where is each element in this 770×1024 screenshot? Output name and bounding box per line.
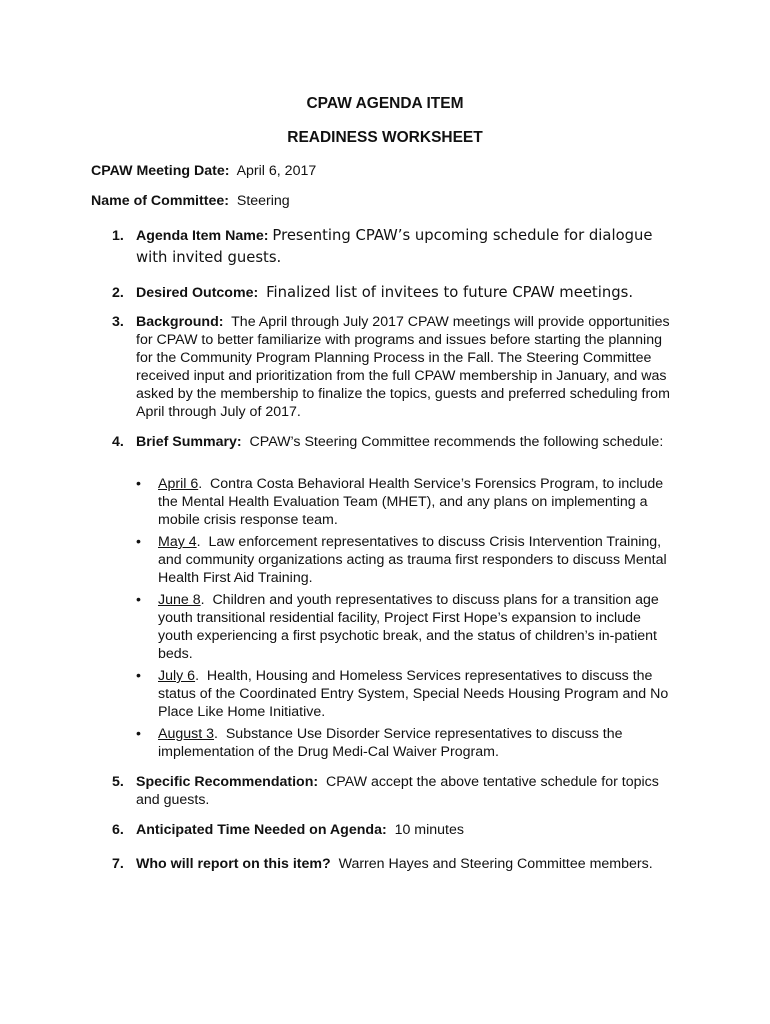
item-label: Agenda Item Name: <box>136 228 269 244</box>
document-title: CPAW AGENDA ITEM <box>306 95 464 112</box>
item-background <box>0 313 676 421</box>
schedule-list <box>0 475 700 761</box>
schedule-item: • June 8. Children and youth representatives to discuss plans for a transition age youth transitional residential facility, Project First Hope’s expansion to include youth experiencing a first psychotic break, and the status of children’s in-patient beds. <box>136 592 659 662</box>
item-label: Anticipated Time Needed on Agenda: <box>136 822 387 838</box>
item-label: Who will report on this item? <box>136 856 331 872</box>
item-number: 7. <box>112 856 124 872</box>
item-number: 6. <box>112 822 124 838</box>
schedule-date: August 3 <box>158 726 215 742</box>
item-number: 1. <box>112 228 124 244</box>
item-number: 5. <box>112 774 124 790</box>
schedule-text: Health, Housing and Homeless Services representatives to discuss the status of the Coordinated Entry System, Special Needs Housing Program and No Place Like Home Initiative. <box>158 668 669 720</box>
bullet-icon: • <box>136 668 141 684</box>
item-text: 10 minutes <box>394 822 464 838</box>
schedule-text: Children and youth representatives to discuss plans for a transition age youth transitional residential facility, Project First Hope’s expansion to include youth experiencing a first psychotic break, and the status of children’s in-patient beds. <box>158 592 659 662</box>
item-label: Specific Recommendation: <box>136 774 319 790</box>
meeting-date-value: April 6, 2017 <box>236 163 317 179</box>
committee-label: Name of Committee: <box>91 193 229 209</box>
item-text: CPAW’s Steering Committee recommends the following schedule: <box>249 434 664 450</box>
agenda-items <box>0 225 770 885</box>
bullet-icon: • <box>136 476 141 492</box>
schedule-item: • August 3. Substance Use Disorder Service representatives to discuss the implementation of the Drug Medi-Cal Waiver Program. <box>136 726 623 760</box>
item-specific-recommendation <box>0 773 676 809</box>
committee-value: Steering <box>236 193 290 209</box>
schedule-text: Contra Costa Behavioral Health Service’s Forensics Program, to include the Mental Health Evaluation Team (MHET), and any plans on implementing a mobile crisis response team. <box>158 476 664 528</box>
schedule-date: July 6 <box>158 668 196 684</box>
schedule-item: • April 6. Contra Costa Behavioral Health Service’s Forensics Program, to include the Mental Health Evaluation Team (MHET), and any plans on implementing a mobile crisis response team. <box>136 476 664 528</box>
item-desired-outcome <box>0 282 676 304</box>
schedule-item: • July 6. Health, Housing and Homeless Services representatives to discuss the status of the Coordinated Entry System, Special Needs Housing Program and No Place Like Home Initiative. <box>136 668 669 720</box>
item-number: 2. <box>112 285 124 301</box>
meeting-date-label: CPAW Meeting Date: <box>91 163 230 179</box>
item-text: Presenting CPAW’s upcoming schedule for dialogue with invited guests. <box>136 227 653 266</box>
item-label: Desired Outcome: <box>136 285 259 301</box>
document-subtitle: READINESS WORKSHEET <box>287 129 483 146</box>
item-label: Background: <box>136 314 224 330</box>
schedule-text: Substance Use Disorder Service representatives to discuss the implementation of the Drug Medi-Cal Waiver Program. <box>158 726 623 760</box>
item-text: Finalized list of invitees to future CPAW meetings. <box>266 284 634 301</box>
bullet-icon: • <box>136 592 141 608</box>
item-number: 3. <box>112 314 124 330</box>
schedule-date: June 8 <box>158 592 201 608</box>
item-agenda-name <box>0 225 676 269</box>
item-time-needed <box>0 821 676 839</box>
item-text: Warren Hayes and Steering Committee members. <box>338 856 653 872</box>
item-text: CPAW accept the above tentative schedule for topics and guests. <box>136 774 659 808</box>
schedule-item: • May 4. Law enforcement representatives to discuss Crisis Intervention Training, and community organizations acting as trauma first responders to discuss Mental Health First Aid Training. <box>136 534 667 586</box>
committee-row <box>91 192 290 210</box>
meeting-date-row <box>91 162 316 180</box>
schedule-date: April 6 <box>158 476 199 492</box>
bullet-icon: • <box>136 534 141 550</box>
item-label: Brief Summary: <box>136 434 242 450</box>
item-brief-summary <box>0 433 676 761</box>
item-text: The April through July 2017 CPAW meetings will provide opportunities for CPAW to better familiarize with programs and issues before starting the planning for the Community Program Planning Process in the Fall. The Steering Committee received input and prioritization from the full CPAW membership in January, and was asked by the membership to finalize the topics, guests and preferred scheduling from April through July of 2017. <box>136 314 670 420</box>
item-reporter <box>0 855 676 873</box>
schedule-date: May 4 <box>158 534 197 550</box>
schedule-text: Law enforcement representatives to discuss Crisis Intervention Training, and community organizations acting as trauma first responders to discuss Mental Health First Aid Training. <box>158 534 667 586</box>
item-number: 4. <box>112 434 124 450</box>
bullet-icon: • <box>136 726 141 742</box>
